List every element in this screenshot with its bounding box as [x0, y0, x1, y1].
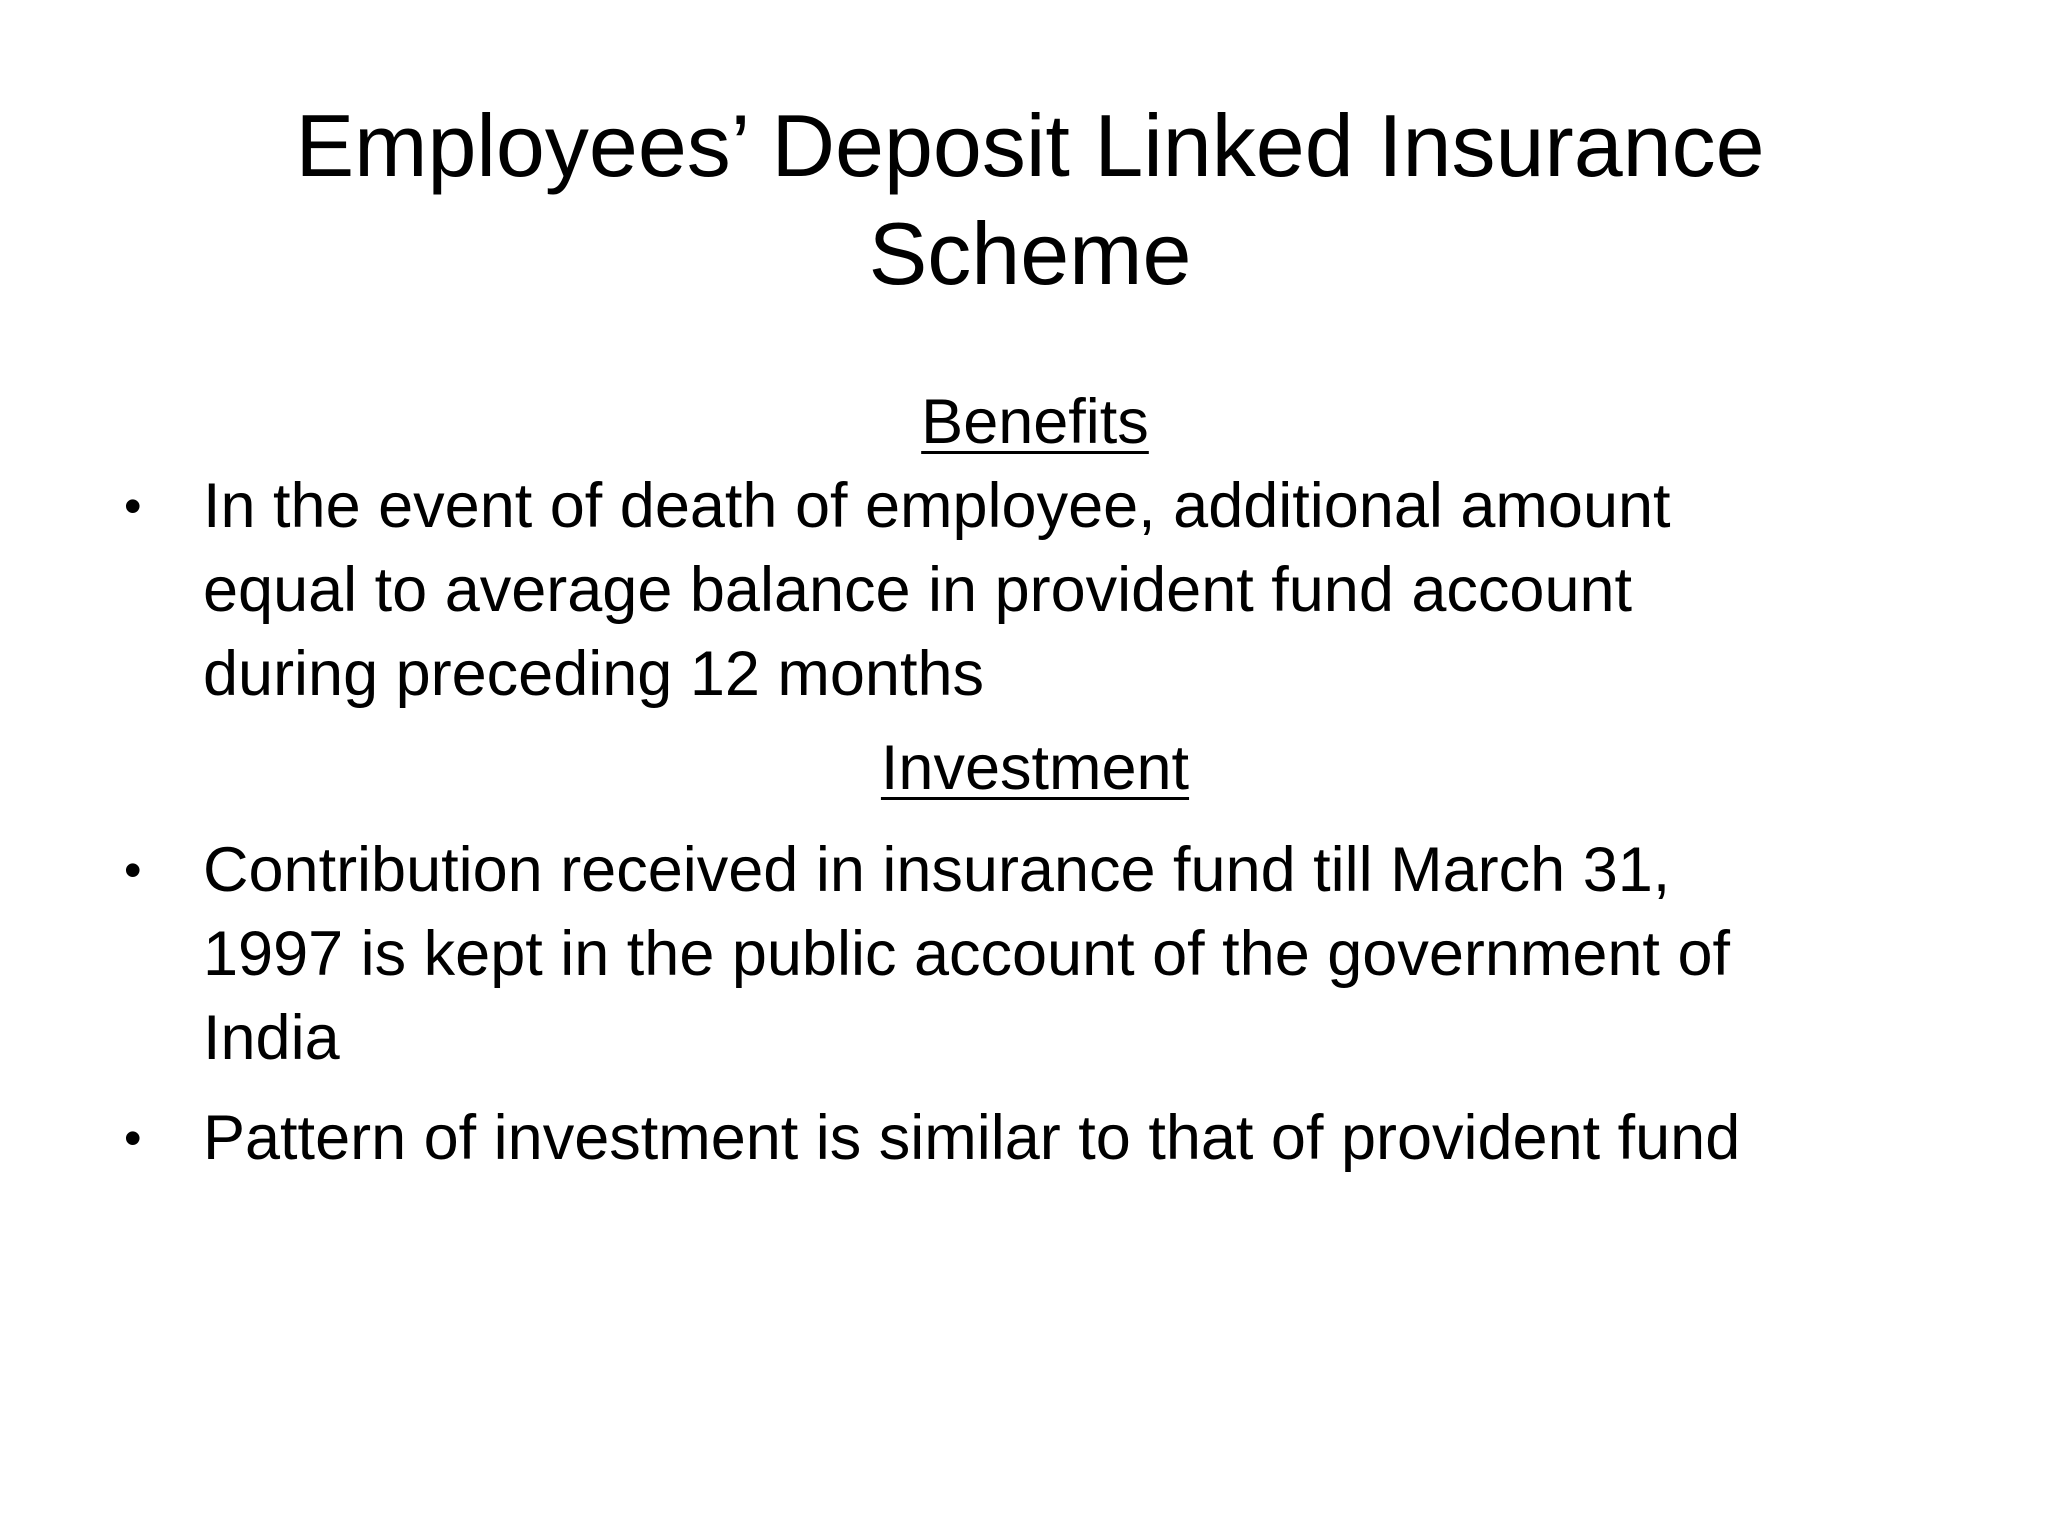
- section-heading-benefits: Benefits: [921, 387, 1149, 457]
- bullet-dot-icon: •: [124, 842, 142, 898]
- slide-body: [120, 380, 1960, 1180]
- bullet-item: [120, 464, 2023, 716]
- bullet-item: [120, 1096, 2023, 1180]
- bullet-text-line: equal to average balance in provident fund account: [203, 555, 1633, 625]
- bullet-text-line: Pattern of investment is similar to that of provident fund: [203, 1103, 1741, 1173]
- slide-title-line: Scheme: [868, 204, 1192, 303]
- slide-title: [160, 92, 1900, 308]
- slide-title-line: Employees’ Deposit Linked Insurance: [295, 96, 1765, 195]
- bullet-text-line: India: [203, 1003, 340, 1073]
- bullet-item: [120, 828, 2023, 1080]
- section-heading-investment: Investment: [880, 733, 1190, 803]
- bullet-text-line: during preceding 12 months: [203, 639, 985, 709]
- bullet-dot-icon: •: [124, 478, 142, 534]
- bullet-dot-icon: •: [124, 1110, 142, 1166]
- bullet-text-line: In the event of death of employee, additional amount: [203, 471, 1671, 541]
- bullet-text-line: Contribution received in insurance fund till March 31,: [203, 835, 1671, 905]
- bullet-text-line: 1997 is kept in the public account of the government of: [203, 919, 1730, 989]
